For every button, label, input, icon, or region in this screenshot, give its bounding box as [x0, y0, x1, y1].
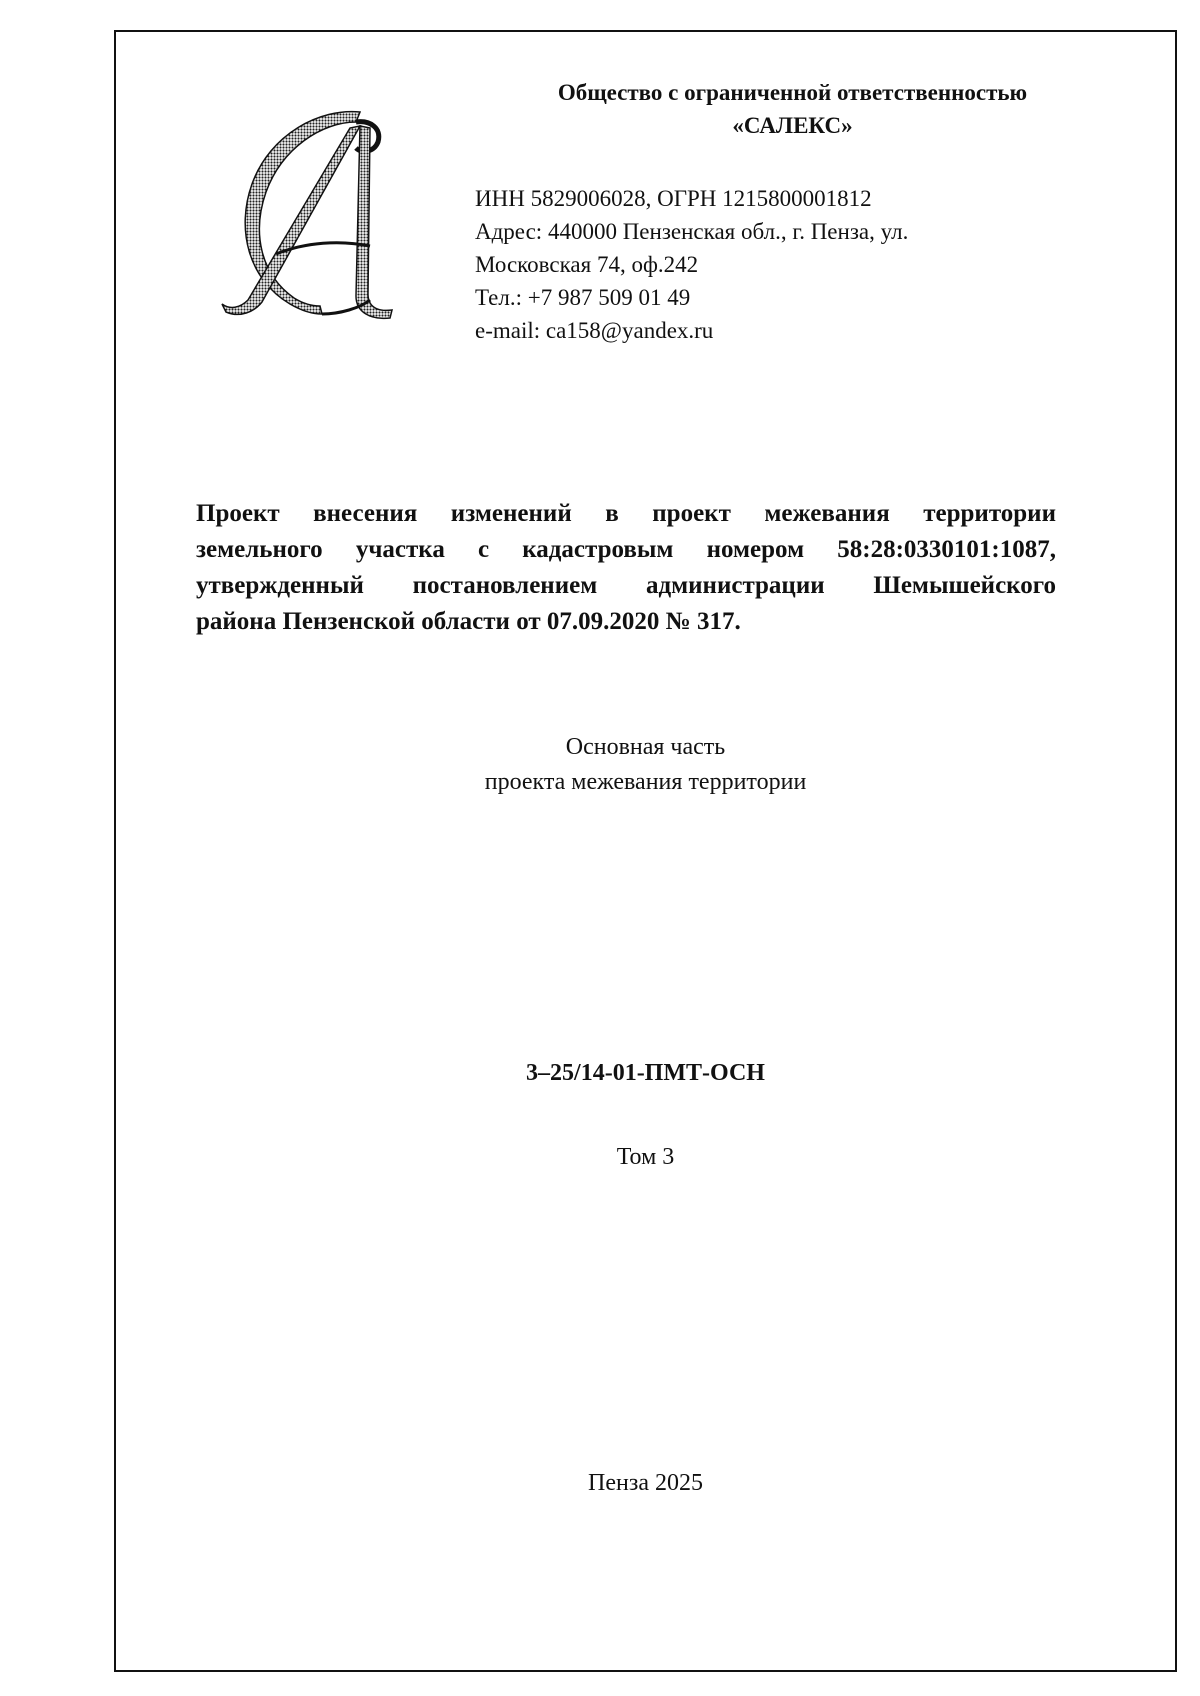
city-and-year: Пенза 2025	[588, 1470, 703, 1496]
company-legal-form: Общество с ограниченной ответственностью	[557, 80, 1028, 105]
address-line-1: Адрес: 440000 Пензенская обл., г. Пенза, ул.	[475, 219, 909, 244]
section-subtitle: проекта межевания территории	[484, 769, 807, 795]
project-title-line: района Пензенской области от 07.09.2020 № 317.	[196, 608, 741, 635]
document-code: 3–25/14-01-ПМТ-ОСН	[526, 1060, 765, 1086]
section-name: Основная часть	[565, 734, 726, 760]
project-title	[196, 496, 1056, 640]
volume-number: Том 3	[616, 1144, 675, 1170]
company-logo-monogram	[210, 104, 410, 324]
company-brand-name: «САЛЕКС»	[732, 113, 853, 138]
email-line: e-mail: ca158@yandex.ru	[475, 318, 714, 343]
inn-ogrn-line: ИНН 5829006028, ОГРН 1215800001812	[475, 186, 872, 211]
company-requisites	[475, 182, 1035, 347]
project-title-line: земельного участка с кадастровым номером 58:28:0330101:1087,	[196, 536, 1056, 563]
section-description	[114, 730, 1177, 800]
phone-line: Тел.: +7 987 509 01 49	[475, 285, 691, 310]
company-name-heading	[480, 76, 1105, 142]
project-title-line: утвержденный постановлением администрации Шемышейского	[196, 572, 1056, 599]
address-line-2: Московская 74, оф.242	[475, 252, 699, 277]
project-title-line: Проект внесения изменений в проект межевания территории	[196, 500, 1056, 527]
